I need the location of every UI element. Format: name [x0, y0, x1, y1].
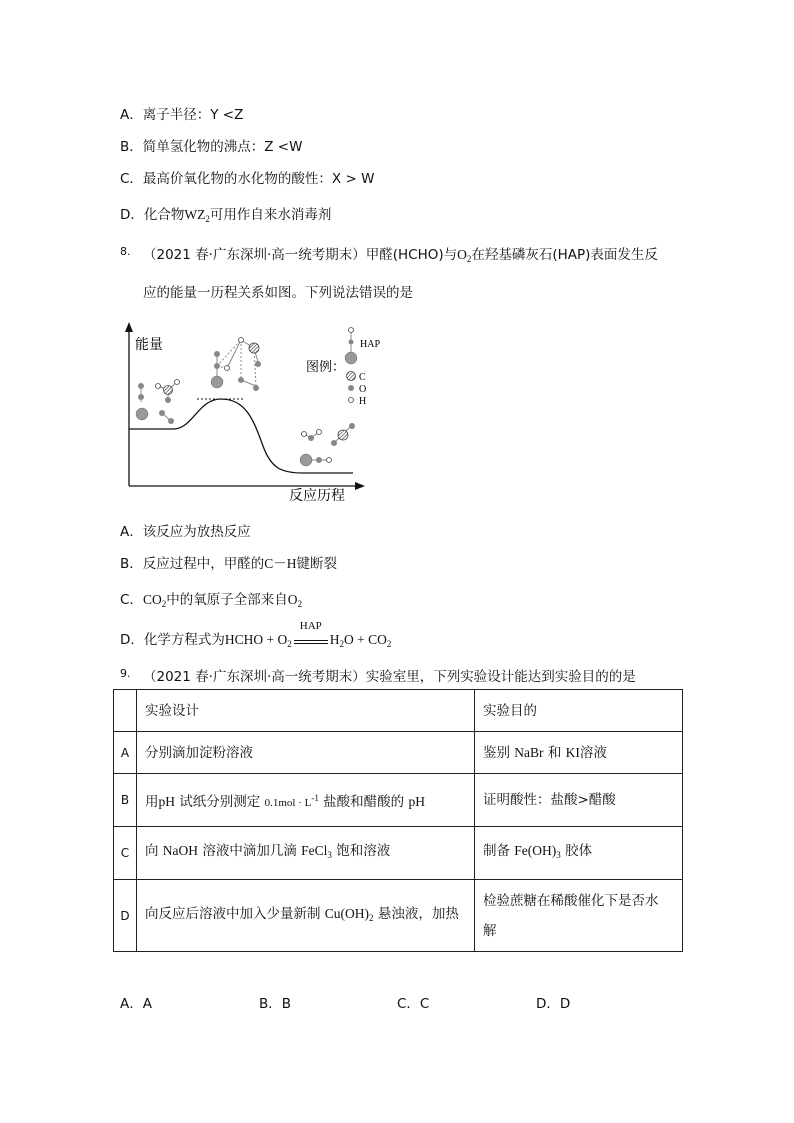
- row-b-purpose: 证明酸性：盐酸>醋酸: [475, 774, 683, 827]
- table-row: [114, 827, 683, 880]
- q8-option-d-lhs: HCHO + O: [224, 632, 288, 647]
- row-a-purpose: [475, 732, 683, 774]
- row-d-post: 悬浊液，加热: [373, 905, 459, 922]
- q9-stem: （2021 春·广东深圳·高一统考期末）实验室里，下列实验设计能达到实验目的的是: [143, 669, 636, 685]
- row-a-design: 分别滴加淀粉溶液: [137, 732, 475, 774]
- table-header-purpose: 实验目的: [475, 690, 683, 732]
- q7-option-b: B．简单氢化物的沸点：Z <W: [120, 139, 303, 155]
- row-c-naoh: NaOH: [162, 843, 199, 858]
- q8-option-d-rhs1-sub: 2: [339, 639, 345, 649]
- row-label-c: C: [114, 827, 137, 880]
- row-b-mid1: 试纸分别测定: [175, 793, 265, 810]
- row-d-purpose-line1: 检验蔗糖在稀酸催化下是否水: [483, 892, 659, 909]
- q8-number: 8.: [120, 245, 131, 258]
- products-molecules: [300, 423, 355, 466]
- q8-option-b-prefix: B．反应过程中，甲醛的: [120, 556, 265, 572]
- row-c-fecl-sub: 3: [327, 850, 332, 860]
- q8-option-d-rhs2: O + CO: [344, 632, 387, 647]
- transition-state-molecules: [211, 338, 261, 392]
- row-d-design: [137, 880, 475, 952]
- row-a-ki: KI: [565, 744, 580, 760]
- y-axis-label: 能量: [135, 337, 163, 353]
- q8-option-c-co2: CO: [142, 592, 162, 607]
- q8-option-d: [120, 620, 392, 649]
- q8-option-a: A．该反应为放热反应: [120, 524, 251, 540]
- q8-option-d-rhs1: H: [329, 632, 340, 647]
- q8-option-b: [120, 552, 337, 572]
- row-a-solution: 溶液: [579, 744, 607, 761]
- row-b-mid2: 盐酸和醋酸的: [318, 793, 409, 810]
- row-c-purpose-pre: 制备: [483, 843, 515, 859]
- q8-option-c-o2-sub: 2: [297, 599, 302, 609]
- q8-stem-pre: （2021 春·广东深圳·高一统考期末）甲醛(HCHO)与: [143, 247, 458, 263]
- q7-option-d: [120, 203, 331, 224]
- table-row: [114, 880, 683, 952]
- q8-equation-arrow: [294, 620, 328, 644]
- row-a-and: 和: [543, 744, 566, 761]
- q9-answer-a: A．A: [120, 996, 152, 1012]
- q8-stem-line1: [143, 243, 658, 264]
- row-b-pre: 用: [145, 793, 159, 810]
- row-d-cuoh-sub: 2: [369, 912, 374, 923]
- x-axis-label: 反应历程: [289, 488, 345, 504]
- reactants-molecules: [136, 380, 180, 425]
- q9-answer-d: D．D: [536, 996, 571, 1012]
- row-b-ph1: pH: [158, 793, 175, 809]
- table-header-design: 实验设计: [137, 690, 475, 732]
- row-c-fecl: FeCl: [301, 843, 328, 858]
- energy-profile-diagram: [113, 318, 383, 508]
- row-b-conc: 0.1mol · L: [264, 796, 312, 809]
- row-d-purpose: [475, 880, 683, 952]
- diagram-legend: [306, 328, 380, 408]
- q8-option-b-formula: C－H: [264, 556, 297, 571]
- table-row: [114, 774, 683, 827]
- table-header-label: [114, 690, 137, 732]
- row-d-pre: 向反应后溶液中加入少量新制: [145, 905, 325, 922]
- row-a-nabr: NaBr: [514, 744, 544, 760]
- q8-o2-sub: 2: [466, 254, 472, 264]
- row-d-cuoh: Cu(OH): [324, 905, 370, 921]
- q7-option-d-prefix: D．化合物: [120, 207, 185, 223]
- table-header-row: [114, 690, 683, 732]
- q7-option-d-formula: WZ: [184, 207, 206, 222]
- row-c-feoh: Fe(OH): [514, 843, 557, 858]
- row-label-b: B: [114, 774, 137, 827]
- legend-h: H: [359, 396, 367, 407]
- q7-option-d-sub: 2: [205, 214, 210, 224]
- row-b-design: [137, 774, 475, 827]
- q8-option-d-rhs2-sub: 2: [386, 639, 392, 649]
- q8-option-c-prefix: C．: [120, 592, 143, 608]
- row-c-pre: 向: [145, 843, 163, 859]
- q8-option-c: [120, 588, 302, 609]
- q9-answer-c: C．C: [397, 996, 430, 1012]
- row-c-feoh-sub: 3: [556, 850, 561, 860]
- q9-answer-b: B．B: [259, 996, 292, 1012]
- q8-stem-line2: 应的能量一历程关系如图。下列说法错误的是: [143, 285, 413, 301]
- y-axis: [125, 322, 133, 486]
- q8-o2: O: [457, 247, 467, 262]
- row-b-sup: -1: [311, 792, 319, 803]
- experiment-table: [113, 689, 683, 952]
- row-c-design: [137, 827, 475, 880]
- q8-option-b-text: 键断裂: [296, 556, 338, 572]
- row-c-purpose: [475, 827, 683, 880]
- q7-option-c: C．最高价氧化物的水化物的酸性：X > W: [120, 171, 375, 187]
- q8-catalyst-label: HAP: [299, 620, 322, 632]
- q8-stem-post: 在羟基磷灰石(HAP)表面发生反: [471, 247, 658, 263]
- q8-option-c-text: 中的氧原子全部来自: [166, 592, 288, 608]
- q8-option-d-prefix: D．化学方程式为: [120, 632, 225, 648]
- legend-c: C: [359, 372, 366, 383]
- q7-option-d-text: 可用作自来水消毒剂: [209, 207, 332, 223]
- row-label-a: A: [114, 732, 137, 774]
- legend-o: O: [359, 384, 367, 395]
- q8-option-d-lhs-sub: 2: [287, 639, 292, 649]
- legend-title: 图例：: [306, 360, 346, 375]
- q7-option-a: A．离子半径：Y <Z: [120, 107, 244, 123]
- table-row: [114, 732, 683, 774]
- row-label-d: D: [114, 880, 137, 952]
- row-c-post: 饱和溶液: [331, 843, 391, 859]
- row-c-purpose-post: 胶体: [560, 843, 593, 859]
- q8-option-c-o2: O: [287, 592, 298, 607]
- legend-hap: HAP: [360, 339, 381, 350]
- row-a-purpose-pre: 鉴别: [483, 744, 515, 761]
- row-d-purpose-line2: 解: [483, 922, 497, 939]
- q8-option-c-co2-sub: 2: [161, 599, 167, 609]
- q9-number: 9.: [120, 667, 131, 680]
- row-c-mid: 溶液中滴加几滴: [198, 843, 302, 859]
- row-b-ph2: pH: [408, 793, 425, 809]
